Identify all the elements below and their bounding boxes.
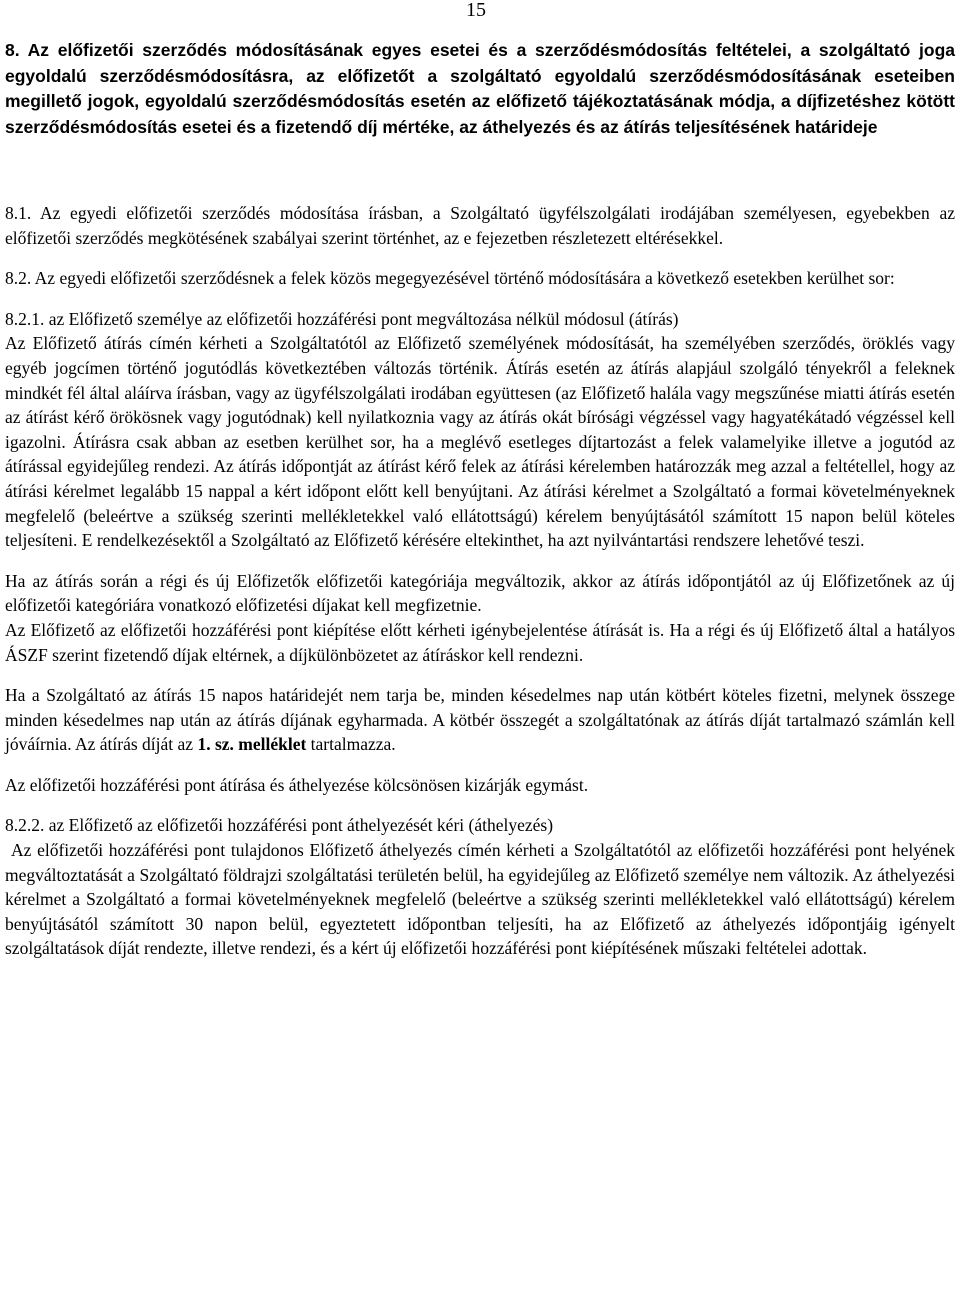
paragraph-category-change-2: Az Előfizető az előfizetői hozzáférési pont kiépítése előtt kérheti igénybejelentése átírását is. Ha a régi és új Előfizető által a hatályos ÁSZF szerint fizetendő díjak eltérnek, a díjkülönbözetet az átíráskor kell rendezni. bbox=[5, 619, 955, 665]
paragraph-8-2-1-body: Az Előfizető átírás címén kérheti a Szolgáltatótól az Előfizető személyének módosítását, ha személyében szerződés, öröklés vagy egyéb jogcímen történő jogutódlás következtében változás történik. Átírás esetén az átírás alapjául szolgáló tényekről a feleknek mindkét fél által aláírva írásban, vagy az ügyfélszolgálati irodában együttesen (az Előfizető halála vagy megszűnése miatti átírás esetén az átírást kérő örökösnek vagy jogutódnak) kell nyilatkoznia vagy az átírás okát bírósági végzéssel vagy hagyatékátadó végzéssel kell igazolni. Átírásra csak abban az esetben kerülhet sor, ha a meglévő esetleges díjtartozást a felek valamelyike illetve a jogutód az átírással egyidejűleg rendezi. Az átírás időpontját az átírást kérő felek az átírási kérelemben határozzák meg azzal a feltétellel, hogy az átírási kérelmet legalább 15 nappal a kért időpont előtt kell benyújtani. Az átírási kérelmet a Szolgáltató a formai követelményeknek megfelelő (beleértve a szükség szerinti mellékletekkel való ellátottságú) kérelem benyújtásától számított 15 napon belül köteles teljesíteni. E rendelkezésektől a Szolgáltató az Előfizető kérésére eltekinthet, ha azt nyilvántartási rendszere lehetővé teszi. bbox=[5, 333, 955, 551]
paragraph-category-change-1: Ha az átírás során a régi és új Előfizetők előfizetői kategóriája megváltozik, akkor az átírás időpontjától az új Előfizetőnek az új előfizetői kategóriára vonatkozó előfizetési díjakat kell megfizetnie. bbox=[5, 570, 955, 616]
section-heading: 8. Az előfizetői szerződés módosításának egyes esetei és a szerződésmódosítás feltételei, a szolgáltató joga egyoldalú szerződésmódosításra, az előfizetőt a szolgáltató egyoldalú szerződésmódosításának eseteiben megillető jogok, egyoldalú szerződésmódosítás esetén az előfizető tájékoztatásának módja, a díjfizetéshez kötött szerződésmódosítás esetei és a fizetendő díj mértéke, az áthelyezés és az átírás teljesítésének határideje bbox=[5, 40, 955, 137]
document-body bbox=[5, 201, 955, 961]
annex-reference: 1. sz. melléklet bbox=[197, 734, 307, 755]
paragraph-8-2-1-title: 8.2.1. az Előfizető személye az előfizetői hozzáférési pont megváltozása nélkül módosul (átírás) bbox=[5, 308, 679, 329]
paragraph-exclusive: Az előfizetői hozzáférési pont átírása és áthelyezése kölcsönösen kizárják egymást. bbox=[5, 774, 589, 795]
page-number: 15 bbox=[466, 0, 486, 21]
paragraph-8-2-2-title: 8.2.2. az Előfizető az előfizetői hozzáférési pont áthelyezését kéri (áthelyezés) bbox=[5, 815, 554, 836]
paragraph-8-2: 8.2. Az egyedi előfizetői szerződésnek a felek közös megegyezésével történő módosítására a következő esetekben kerülhet sor: bbox=[5, 268, 895, 289]
paragraph-penalty bbox=[5, 683, 955, 757]
paragraph-8-1: 8.1. Az egyedi előfizetői szerződés módosítása írásban, a Szolgáltató ügyfélszolgálati irodájában személyesen, egyebekben az előfizetői szerződés megkötésének szabályai szerint történhet, az e fejezetben részletezett eltérésekkel. bbox=[5, 203, 955, 248]
penalty-text-end: tartalmazza. bbox=[306, 734, 396, 755]
penalty-text-start: Ha a Szolgáltató az átírás 15 napos határidejét nem tarja be, minden késedelmes nap után kötbért köteles fizetni, melynek összege minden késedelmes nap után az átírás díjának egyharmada. A kötbér összegét a szolgáltatónak az átírás díját tartalmazó számlán kell jóváírnia. Az átírás díját az bbox=[5, 685, 955, 755]
paragraph-8-2-2-body: Az előfizetői hozzáférési pont tulajdonos Előfizető áthelyezés címén kérheti a Szolgáltatótól az előfizetői hozzáférési pont helyének megváltoztatását a Szolgáltató földrajzi szolgáltatási területén belül, ha egyidejűleg az Előfizető személye nem változik. Az áthelyezési kérelmet a Szolgáltató a formai követelményeknek megfelelő (beleértve a szükség szerinti mellékletekkel való ellátottságú) kérelem benyújtásától számított 30 napon belül, egyeztetett időpontban teljesíti, ha az Előfizető az áthelyezés időpontjáig igényelt szolgáltatások díját rendezte, illetve rendezi, és a kért új előfizetői hozzáférési pont kiépítésének műszaki feltételei adottak. bbox=[5, 840, 955, 959]
